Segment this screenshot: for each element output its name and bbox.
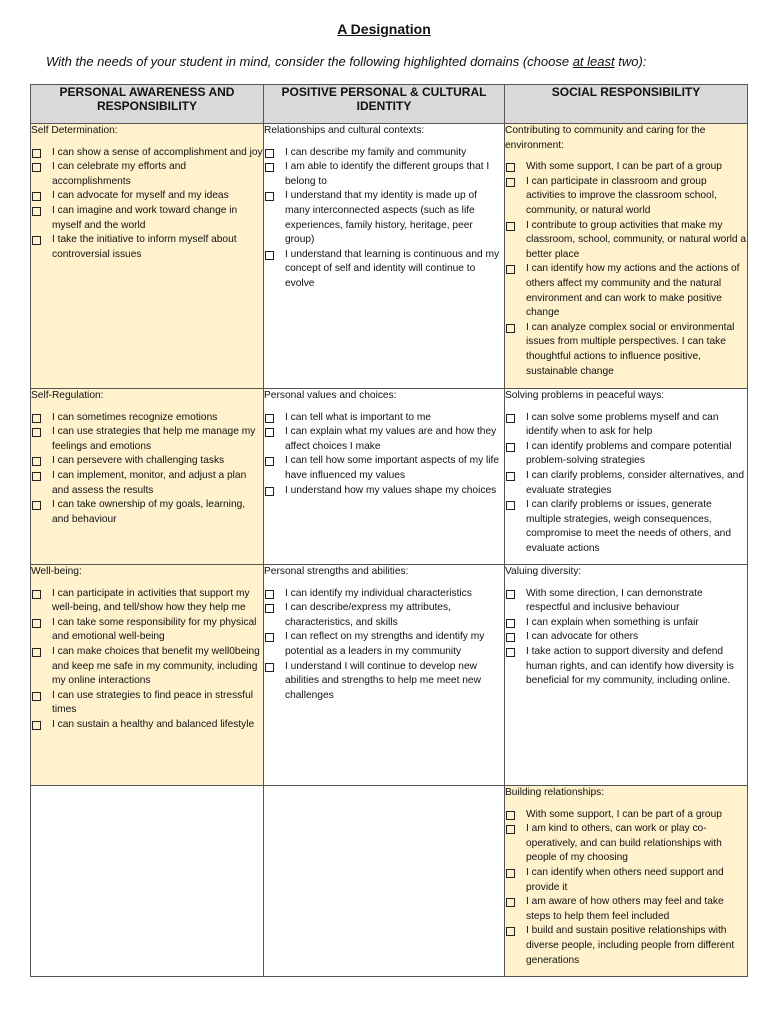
criteria-item (505, 498, 747, 556)
criteria-item (264, 484, 504, 499)
criteria-item (264, 630, 504, 659)
criteria-item (264, 587, 504, 602)
checkbox[interactable] (32, 648, 41, 657)
criteria-text: I understand I will continue to develop new abilities and strengths to help me meet new challenges (285, 660, 481, 701)
criteria-text: I can take ownership of my goals, learning, and behaviour (52, 499, 246, 525)
criteria-text: I can tell how some important aspects of my life have influenced my values (285, 455, 500, 481)
cell-contributing-community (505, 124, 748, 389)
criteria-list (264, 587, 504, 704)
criteria-item (31, 146, 263, 161)
checkbox[interactable] (506, 927, 515, 936)
criteria-text: I can sometimes recognize emotions (52, 411, 218, 423)
column-header-cultural-identity: POSITIVE PERSONAL & CULTURAL IDENTITY (264, 85, 505, 124)
checkbox[interactable] (265, 163, 274, 172)
criteria-item (505, 587, 747, 616)
criteria-item (264, 660, 504, 704)
checkbox[interactable] (506, 633, 515, 642)
checkbox[interactable] (506, 414, 515, 423)
checkbox[interactable] (265, 457, 274, 466)
domains-table (30, 84, 748, 977)
criteria-item (264, 189, 504, 247)
criteria-item (505, 630, 747, 645)
cell-self-regulation (31, 389, 264, 565)
checkbox[interactable] (32, 619, 41, 628)
criteria-text: I can implement, monitor, and adjust a plan and assess the results (52, 469, 247, 496)
criteria-item (505, 411, 747, 440)
criteria-text: I can identify when others need support and provide it (526, 866, 724, 893)
criteria-text: I can explain what my values are and how they affect choices I make (285, 426, 497, 452)
checkbox[interactable] (32, 692, 41, 701)
cell-well-being (31, 565, 264, 786)
checkbox[interactable] (32, 149, 41, 158)
criteria-list (505, 411, 747, 557)
checkbox[interactable] (506, 898, 515, 907)
intro-underlined: at least (572, 54, 615, 69)
criteria-text: I can advocate for myself and my ideas (52, 190, 229, 202)
criteria-item (31, 189, 263, 204)
criteria-text: I can sustain a healthy and balanced lifestyle (52, 718, 255, 730)
criteria-text: I can identify problems and compare potential problem-solving strategies (526, 440, 732, 467)
criteria-item (31, 160, 263, 189)
criteria-item (505, 808, 747, 823)
checkbox[interactable] (32, 192, 41, 201)
criteria-item (31, 587, 263, 616)
criteria-text: With some direction, I can demonstrate respectful and inclusive behaviour (526, 587, 703, 614)
criteria-text: I can take some responsibility for my physical and emotional well-being (52, 616, 257, 643)
criteria-text: I can show a sense of accomplishment and joy (52, 146, 263, 158)
intro-before: With the needs of your student in mind, consider the following highlighted domains (choose (46, 54, 573, 69)
category-label: Contributing to community and caring for the environment: (505, 125, 706, 151)
cell-self-determination (31, 124, 264, 389)
criteria-item (264, 248, 504, 292)
checkbox[interactable] (265, 414, 274, 423)
checkbox[interactable] (506, 265, 515, 274)
checkbox[interactable] (265, 192, 274, 201)
criteria-text: I can analyze complex social or environmental issues from multiple perspectives. I can take thoughtful actions to influence positive, sustainable change (526, 321, 735, 377)
checkbox[interactable] (32, 163, 41, 172)
criteria-item (505, 822, 747, 866)
criteria-item (505, 866, 747, 895)
criteria-list (31, 411, 263, 528)
category-label: Well-being: (31, 566, 82, 577)
checkbox[interactable] (32, 428, 41, 437)
criteria-list (505, 587, 747, 689)
criteria-text: I am aware of how others may feel and take steps to help them feel included (526, 896, 724, 922)
cell-solving-problems (505, 389, 748, 565)
checkbox[interactable] (32, 472, 41, 481)
checkbox[interactable] (32, 457, 41, 466)
criteria-item (264, 160, 504, 189)
criteria-item (264, 146, 504, 161)
category-label: Self Determination: (31, 125, 118, 136)
intro-after: two): (614, 54, 647, 69)
checkbox[interactable] (506, 178, 515, 187)
criteria-item (31, 233, 263, 262)
checkbox[interactable] (265, 663, 274, 672)
checkbox[interactable] (32, 414, 41, 423)
cell-personal-values (264, 389, 505, 565)
checkbox[interactable] (506, 619, 515, 628)
criteria-item (505, 645, 747, 689)
criteria-item (31, 425, 263, 454)
cell-valuing-diversity (505, 565, 748, 786)
criteria-item (31, 498, 263, 527)
checkbox[interactable] (265, 487, 274, 496)
criteria-item (505, 440, 747, 469)
criteria-text: I understand that learning is continuous and my concept of self and identity will continue to evolve (285, 248, 500, 289)
criteria-item (31, 718, 263, 733)
checkbox[interactable] (506, 590, 515, 599)
criteria-text: I can celebrate my efforts and accomplishments (52, 161, 187, 187)
criteria-text: I understand that my identity is made up of many interconnected aspects (such as life experiences, family history, heritage, peer group) (285, 190, 477, 246)
criteria-text: I build and sustain positive relationships with diverse people, including people from different generations (526, 925, 735, 966)
criteria-text: I can imagine and work toward change in myself and the world (52, 204, 238, 231)
criteria-item (505, 469, 747, 498)
criteria-item (31, 689, 263, 718)
criteria-text: I can use strategies that help me manage my feelings and emotions (52, 426, 256, 452)
criteria-item (31, 645, 263, 689)
criteria-list (31, 587, 263, 733)
criteria-text: I can solve some problems myself and can identify when to ask for help (526, 411, 719, 438)
criteria-list (505, 160, 747, 379)
checkbox[interactable] (265, 149, 274, 158)
criteria-item (31, 411, 263, 426)
criteria-text: I can identify how my actions and the actions of others affect my community and the natural environment and can work to make positive change (526, 263, 740, 319)
criteria-item (505, 924, 747, 968)
criteria-item (505, 219, 747, 263)
cell-empty-2 (264, 786, 505, 977)
criteria-item (505, 262, 747, 320)
category-label: Valuing diversity: (505, 566, 582, 577)
criteria-text: With some support, I can be part of a group (526, 808, 722, 820)
criteria-text: I can use strategies to find peace in stressful times (52, 689, 254, 716)
criteria-text: I take action to support diversity and defend human rights, and can identify how diversity is beneficial for my community, including online. (526, 645, 734, 687)
criteria-text: I can make choices that benefit my well0being and keep me safe in my community, including my online interactions (52, 645, 260, 687)
checkbox[interactable] (506, 869, 515, 878)
cell-empty-1 (31, 786, 264, 977)
criteria-text: I can clarify problems, consider alternatives, and evaluate strategies (526, 469, 745, 496)
category-label: Personal strengths and abilities: (264, 566, 409, 577)
checkbox[interactable] (32, 721, 41, 730)
cell-relationships-cultural-contexts (264, 124, 505, 389)
criteria-item (264, 411, 504, 426)
criteria-item (505, 160, 747, 175)
criteria-item (264, 425, 504, 454)
category-label: Building relationships: (505, 787, 605, 798)
criteria-text: With some support, I can be part of a group (526, 161, 722, 173)
criteria-text: I am kind to others, can work or play co-operatively, and can build relationships with people of my choosing (526, 823, 722, 864)
checkbox[interactable] (265, 633, 274, 642)
criteria-item (505, 321, 747, 379)
criteria-item (264, 601, 504, 630)
criteria-text: I can describe my family and community (285, 146, 467, 158)
criteria-text: I can tell what is important to me (285, 411, 432, 423)
category-label: Personal values and choices: (264, 390, 397, 401)
checkbox[interactable] (32, 207, 41, 216)
criteria-text: I can participate in classroom and group activities to improve the classroom school, community, or natural world (526, 175, 717, 216)
criteria-text: I can participate in activities that support my well-being, and tell/show how they help me (52, 587, 250, 614)
category-label: Solving problems in peaceful ways: (505, 390, 665, 401)
criteria-text: I can describe/express my attributes, characteristics, and skills (285, 602, 451, 628)
criteria-item (505, 175, 747, 219)
criteria-list (264, 411, 504, 499)
criteria-item (31, 469, 263, 498)
cell-building-relationships (505, 786, 748, 977)
checkbox[interactable] (506, 222, 515, 231)
checkbox[interactable] (506, 648, 515, 657)
criteria-text: I can persevere with challenging tasks (52, 455, 225, 467)
criteria-item (505, 895, 747, 924)
criteria-list (264, 146, 504, 292)
criteria-text: I can clarify problems or issues, generate multiple strategies, weigh consequences, compromise to meet the needs of others, and evaluate actions (526, 499, 731, 554)
checkbox[interactable] (265, 251, 274, 260)
criteria-text: I understand how my values shape my choices (285, 484, 497, 496)
criteria-item (505, 616, 747, 631)
criteria-list (505, 808, 747, 969)
criteria-text: I contribute to group activities that make my classroom, school, community, or natural world a better place (526, 219, 747, 260)
criteria-text: I take the initiative to inform myself about controversial issues (52, 234, 237, 260)
checkbox[interactable] (506, 825, 515, 834)
category-label: Self-Regulation: (31, 390, 104, 401)
criteria-list (31, 146, 263, 263)
cell-personal-strengths (264, 565, 505, 786)
criteria-item (31, 454, 263, 469)
checkbox[interactable] (265, 428, 274, 437)
checkbox[interactable] (265, 590, 274, 599)
checkbox[interactable] (506, 501, 515, 510)
category-label: Relationships and cultural contexts: (264, 125, 425, 136)
criteria-text: I can identify my individual characteristics (285, 587, 472, 599)
criteria-text: I am able to identify the different groups that I belong to (285, 161, 490, 187)
checkbox[interactable] (506, 811, 515, 820)
checkbox[interactable] (506, 472, 515, 481)
criteria-text: I can explain when something is unfair (526, 616, 699, 628)
criteria-text: I can reflect on my strengths and identify my potential as a leaders in my community (285, 631, 485, 657)
checkbox[interactable] (506, 163, 515, 172)
intro-text (46, 54, 646, 69)
checkbox[interactable] (506, 443, 515, 452)
criteria-item (31, 204, 263, 233)
checkbox[interactable] (32, 501, 41, 510)
checkbox[interactable] (32, 590, 41, 599)
criteria-text: I can advocate for others (526, 631, 639, 643)
criteria-item (31, 616, 263, 645)
checkbox[interactable] (506, 324, 515, 333)
page-title: A Designation (337, 21, 431, 37)
criteria-item (264, 454, 504, 483)
checkbox[interactable] (32, 236, 41, 245)
column-header-personal-awareness: PERSONAL AWARENESS AND RESPONSIBILITY (31, 85, 264, 124)
checkbox[interactable] (265, 604, 274, 613)
column-header-social-responsibility: SOCIAL RESPONSIBILITY (505, 85, 748, 124)
